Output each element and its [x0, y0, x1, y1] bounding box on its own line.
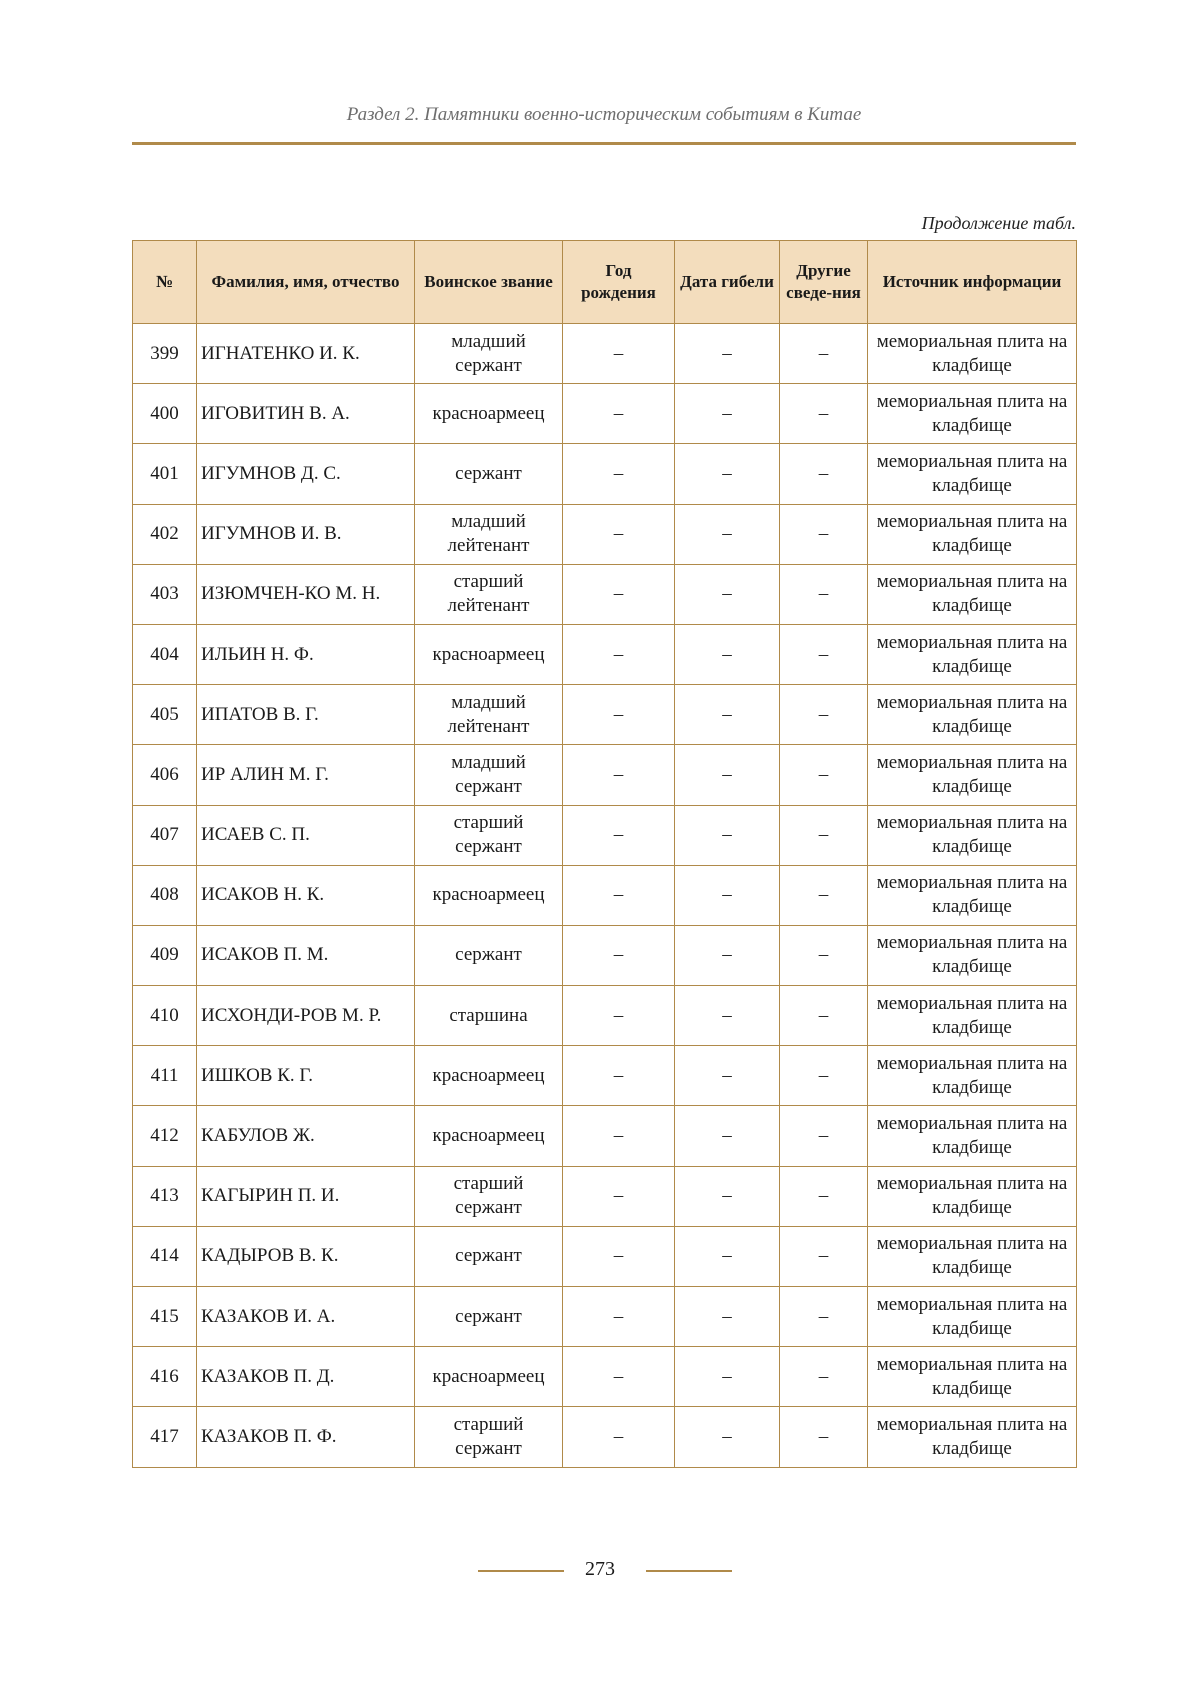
soldier-name: ИСАКОВ Н. К. — [197, 865, 415, 925]
header-num: № — [133, 241, 197, 324]
military-rank: сержант — [415, 1226, 563, 1286]
death-date: – — [675, 564, 780, 624]
military-rank: красноармеец — [415, 1046, 563, 1106]
military-rank: сержант — [415, 925, 563, 985]
other-info: – — [780, 1287, 868, 1347]
row-number: 402 — [133, 504, 197, 564]
table-row — [133, 865, 1077, 925]
info-source: мемориальная плита на кладбище — [868, 1347, 1077, 1407]
row-number: 412 — [133, 1106, 197, 1166]
row-number: 400 — [133, 384, 197, 444]
info-source: мемориальная плита на кладбище — [868, 504, 1077, 564]
info-source: мемориальная плита на кладбище — [868, 986, 1077, 1046]
page-number: 273 — [585, 1558, 615, 1580]
row-number: 401 — [133, 444, 197, 504]
info-source: мемориальная плита на кладбище — [868, 564, 1077, 624]
military-rank: красноармеец — [415, 624, 563, 684]
table-row — [133, 444, 1077, 504]
birth-year: – — [563, 624, 675, 684]
other-info: – — [780, 745, 868, 805]
birth-year: – — [563, 745, 675, 805]
death-date: – — [675, 1166, 780, 1226]
military-rank: младший сержант — [415, 324, 563, 384]
other-info: – — [780, 865, 868, 925]
other-info: – — [780, 1046, 868, 1106]
birth-year: – — [563, 1046, 675, 1106]
roster-table — [132, 240, 1077, 1468]
soldier-name: ИГОВИТИН В. А. — [197, 384, 415, 444]
birth-year: – — [563, 444, 675, 504]
table-row — [133, 986, 1077, 1046]
row-number: 403 — [133, 564, 197, 624]
row-number: 413 — [133, 1166, 197, 1226]
soldier-name: ИЗЮМЧЕН-КО М. Н. — [197, 564, 415, 624]
birth-year: – — [563, 1106, 675, 1166]
row-number: 405 — [133, 685, 197, 745]
info-source: мемориальная плита на кладбище — [868, 384, 1077, 444]
other-info: – — [780, 986, 868, 1046]
table-row — [133, 384, 1077, 444]
footer-rule-right — [646, 1570, 732, 1572]
birth-year: – — [563, 1347, 675, 1407]
row-number: 399 — [133, 324, 197, 384]
military-rank: старший лейтенант — [415, 564, 563, 624]
birth-year: – — [563, 504, 675, 564]
info-source: мемориальная плита на кладбище — [868, 1166, 1077, 1226]
birth-year: – — [563, 1166, 675, 1226]
running-head: Раздел 2. Памятники военно-историческим событиям в Китае — [346, 104, 862, 125]
birth-year: – — [563, 925, 675, 985]
death-date: – — [675, 745, 780, 805]
birth-year: – — [563, 1287, 675, 1347]
other-info: – — [780, 384, 868, 444]
death-date: – — [675, 685, 780, 745]
info-source: мемориальная плита на кладбище — [868, 444, 1077, 504]
header-name: Фамилия, имя, отчество — [197, 241, 415, 324]
birth-year: – — [563, 1226, 675, 1286]
other-info: – — [780, 504, 868, 564]
military-rank: старший сержант — [415, 1407, 563, 1467]
table-body — [133, 324, 1077, 1468]
military-rank: красноармеец — [415, 1106, 563, 1166]
other-info: – — [780, 1166, 868, 1226]
row-number: 407 — [133, 805, 197, 865]
military-rank: старшина — [415, 986, 563, 1046]
soldier-name: ИР АЛИН М. Г. — [197, 745, 415, 805]
death-date: – — [675, 624, 780, 684]
info-source: мемориальная плита на кладбище — [868, 745, 1077, 805]
soldier-name: КАЗАКОВ П. Ф. — [197, 1407, 415, 1467]
table-header-row — [133, 241, 1077, 324]
table-row — [133, 1407, 1077, 1467]
header-other-info: Другие сведе-ния — [780, 241, 868, 324]
military-rank: старший сержант — [415, 805, 563, 865]
death-date: – — [675, 1407, 780, 1467]
birth-year: – — [563, 564, 675, 624]
other-info: – — [780, 1407, 868, 1467]
info-source: мемориальная плита на кладбище — [868, 624, 1077, 684]
table-row — [133, 324, 1077, 384]
soldier-name: ИПАТОВ В. Г. — [197, 685, 415, 745]
soldier-name: ИГУМНОВ И. В. — [197, 504, 415, 564]
continuation-note: Продолжение табл. — [921, 213, 1076, 233]
table-row — [133, 564, 1077, 624]
table-row — [133, 1166, 1077, 1226]
birth-year: – — [563, 384, 675, 444]
military-rank: красноармеец — [415, 1347, 563, 1407]
death-date: – — [675, 1287, 780, 1347]
row-number: 409 — [133, 925, 197, 985]
soldier-name: ИГНАТЕНКО И. К. — [197, 324, 415, 384]
death-date: – — [675, 986, 780, 1046]
row-number: 410 — [133, 986, 197, 1046]
row-number: 404 — [133, 624, 197, 684]
row-number: 406 — [133, 745, 197, 805]
row-number: 414 — [133, 1226, 197, 1286]
military-rank: старший сержант — [415, 1166, 563, 1226]
info-source: мемориальная плита на кладбище — [868, 1226, 1077, 1286]
death-date: – — [675, 324, 780, 384]
table-row — [133, 1226, 1077, 1286]
header-death-date: Дата гибели — [675, 241, 780, 324]
table-row — [133, 745, 1077, 805]
soldier-name: КАДЫРОВ В. К. — [197, 1226, 415, 1286]
row-number: 415 — [133, 1287, 197, 1347]
death-date: – — [675, 1226, 780, 1286]
header-rank: Воинское звание — [415, 241, 563, 324]
other-info: – — [780, 624, 868, 684]
row-number: 408 — [133, 865, 197, 925]
military-rank: красноармеец — [415, 865, 563, 925]
other-info: – — [780, 1106, 868, 1166]
info-source: мемориальная плита на кладбище — [868, 865, 1077, 925]
header-rule — [132, 142, 1076, 145]
info-source: мемориальная плита на кладбище — [868, 1106, 1077, 1166]
info-source: мемориальная плита на кладбище — [868, 925, 1077, 985]
soldier-name: ИСХОНДИ-РОВ М. Р. — [197, 986, 415, 1046]
info-source: мемориальная плита на кладбище — [868, 1046, 1077, 1106]
soldier-name: КАГЫРИН П. И. — [197, 1166, 415, 1226]
death-date: – — [675, 925, 780, 985]
military-rank: сержант — [415, 444, 563, 504]
table-row — [133, 1347, 1077, 1407]
death-date: – — [675, 1046, 780, 1106]
soldier-name: ИШКОВ К. Г. — [197, 1046, 415, 1106]
military-rank: красноармеец — [415, 384, 563, 444]
birth-year: – — [563, 1407, 675, 1467]
other-info: – — [780, 925, 868, 985]
table-row — [133, 624, 1077, 684]
table-row — [133, 1106, 1077, 1166]
table-row — [133, 685, 1077, 745]
death-date: – — [675, 384, 780, 444]
birth-year: – — [563, 805, 675, 865]
soldier-name: ИСАЕВ С. П. — [197, 805, 415, 865]
death-date: – — [675, 1106, 780, 1166]
military-rank: младший лейтенант — [415, 685, 563, 745]
soldier-name: КАЗАКОВ И. А. — [197, 1287, 415, 1347]
table-row — [133, 805, 1077, 865]
info-source: мемориальная плита на кладбище — [868, 1287, 1077, 1347]
other-info: – — [780, 1347, 868, 1407]
info-source: мемориальная плита на кладбище — [868, 1407, 1077, 1467]
death-date: – — [675, 444, 780, 504]
header-source: Источник информации — [868, 241, 1077, 324]
other-info: – — [780, 324, 868, 384]
soldier-name: КАБУЛОВ Ж. — [197, 1106, 415, 1166]
soldier-name: ИГУМНОВ Д. С. — [197, 444, 415, 504]
military-rank: сержант — [415, 1287, 563, 1347]
table-row — [133, 1287, 1077, 1347]
death-date: – — [675, 805, 780, 865]
table-row — [133, 1046, 1077, 1106]
other-info: – — [780, 805, 868, 865]
death-date: – — [675, 504, 780, 564]
death-date: – — [675, 865, 780, 925]
other-info: – — [780, 685, 868, 745]
other-info: – — [780, 1226, 868, 1286]
header-birth-year: Год рождения — [563, 241, 675, 324]
soldier-name: ИСАКОВ П. М. — [197, 925, 415, 985]
row-number: 411 — [133, 1046, 197, 1106]
other-info: – — [780, 564, 868, 624]
birth-year: – — [563, 986, 675, 1046]
table-row — [133, 925, 1077, 985]
military-rank: младший лейтенант — [415, 504, 563, 564]
info-source: мемориальная плита на кладбище — [868, 685, 1077, 745]
soldier-name: ИЛЬИН Н. Ф. — [197, 624, 415, 684]
death-date: – — [675, 1347, 780, 1407]
military-rank: младший сержант — [415, 745, 563, 805]
row-number: 416 — [133, 1347, 197, 1407]
birth-year: – — [563, 865, 675, 925]
info-source: мемориальная плита на кладбище — [868, 324, 1077, 384]
info-source: мемориальная плита на кладбище — [868, 805, 1077, 865]
other-info: – — [780, 444, 868, 504]
birth-year: – — [563, 685, 675, 745]
table-row — [133, 504, 1077, 564]
soldier-name: КАЗАКОВ П. Д. — [197, 1347, 415, 1407]
birth-year: – — [563, 324, 675, 384]
row-number: 417 — [133, 1407, 197, 1467]
